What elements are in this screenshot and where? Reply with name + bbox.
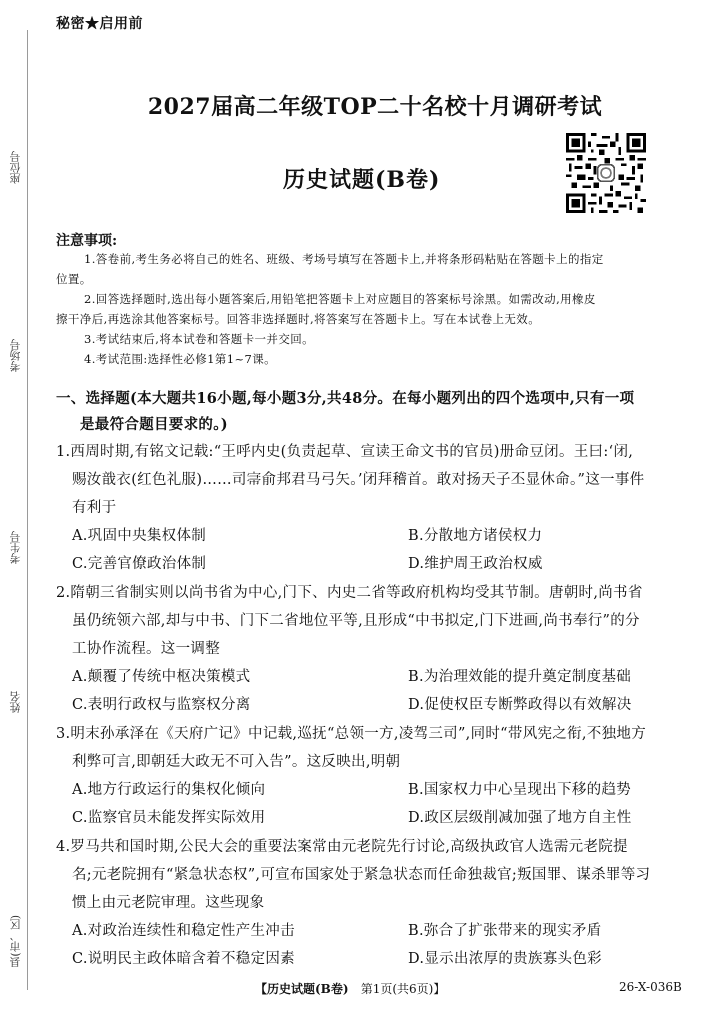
notice-item-1: 1.答卷前,考生务必将自己的姓名、班级、考场号填写在答题卡上,并将条形码粘贴在答题卡上的指定: [84, 252, 604, 266]
notice-item-2: 2.回答选择题时,选出每小题答案后,用铅笔把答题卡上对应题目的答案标号涂黑。如需改动,用橡皮: [84, 292, 596, 306]
option-b: B.弥合了扩张带来的现实矛盾: [408, 923, 602, 939]
qr-code-icon: [566, 133, 646, 213]
option-a: A.巩固中央集权体制: [72, 528, 207, 544]
option-d: D.促使权臣专断弊政得以有效解决: [408, 697, 632, 713]
option-a: A.对政治连续性和稳定性产生冲击: [72, 923, 295, 939]
secret-mark: 秘密★启用前: [56, 16, 143, 32]
section-heading: [56, 386, 698, 438]
notice-item-4: 4.考试范围:选择性必修1第1~7课。: [84, 352, 277, 366]
page-footer: [255, 980, 445, 997]
option-c: C.说明民主政体暗含着不稳定因素: [72, 951, 295, 967]
footer-label: 【历史试题(B卷): [255, 982, 349, 996]
question-stem-line: 1.西周时期,有铭文记载:“王呼内史(负责起草、宣读王命文书的官员)册命豆闭。王曰:‘闭,: [56, 444, 634, 460]
exam-room-label: 考场号: [10, 336, 24, 375]
exam-subtitle: 历史试题(B卷): [283, 167, 441, 193]
question-stem-line: 虽仍统领六部,却与中书、门下二省地位平等,且形成“中书拟定,门下进画,尚书奉行”的分: [72, 613, 640, 629]
question-1: [56, 438, 698, 578]
question-3: [56, 720, 698, 832]
seat-number-label: 座位号: [10, 148, 24, 187]
notice-item-1-cont: 位置。: [56, 272, 92, 286]
question-2: [56, 579, 698, 719]
binding-margin: [0, 0, 38, 1011]
question-stem-line: 名;元老院拥有“紧急状态权”,可宣布国家处于紧急状态而任命独裁官;叛国罪、谋杀罪等习: [72, 867, 651, 883]
question-stem-line: 4.罗马共和国时期,公民大会的重要法案常由元老院先行讨论,高级执政官人选需元老院提: [56, 839, 628, 855]
question-stem-line: 3.明末孙承泽在《天府广记》中记载,巡抚“总领一方,凌驾三司”,同时“带风宪之衔,不独地方: [56, 726, 647, 742]
question-stem-line: 赐汝戠衣(红色礼服)……司𡨦俞邦君马弓矢。’闭拜稽首。敢对扬天子丕显休命。”这一事件: [72, 472, 645, 488]
option-c: C.表明行政权与监察权分离: [72, 697, 251, 713]
question-stem-line: 2.隋朝三省制实则以尚书省为中心,门下、内史二省等政府机构均受其节制。唐朝时,尚书省: [56, 585, 643, 601]
notice-item-2-cont: 擦干净后,再选涂其他答案标号。回答非选择题时,将答案写在答题卡上。写在本试卷上无效。: [56, 312, 541, 326]
option-d: D.维护周王政治权威: [408, 556, 543, 572]
exam-title: 2027届高二年级TOP二十名校十月调研考试: [147, 94, 603, 120]
question-stem-line: 利弊可言,即朝廷大政无不可入告”。这反映出,明朝: [72, 754, 401, 770]
exam-code: 26-X-036B: [619, 980, 682, 994]
question-stem-line: 有利于: [72, 500, 117, 516]
section-heading-line-1: 一、选择题(本大题共16小题,每小题3分,共48分。在每小题列出的四个选项中,只有一项: [56, 390, 635, 407]
option-c: C.监察官员未能发挥实际效用: [72, 810, 266, 826]
option-b: B.分散地方诸侯权力: [408, 528, 543, 544]
name-label: 姓名: [10, 688, 24, 716]
notice-item-3: 3.考试结束后,将本试卷和答题卡一并交回。: [84, 332, 315, 346]
option-b: B.国家权力中心呈现出下移的趋势: [408, 782, 632, 798]
option-a: A.颠覆了传统中枢决策模式: [72, 669, 251, 685]
option-d: D.显示出浓厚的贵族寡头色彩: [408, 951, 602, 967]
option-b: B.为治理效能的提升奠定制度基础: [408, 669, 632, 685]
question-stem-line: 惯上由元老院审理。这些现象: [72, 895, 265, 911]
county-label: 县(市、区): [10, 912, 24, 971]
question-4: [56, 833, 698, 973]
section-heading-line-2: 是最符合题目要求的。): [80, 416, 228, 433]
binding-line: [27, 30, 28, 990]
option-a: A.地方行政运行的集权化倾向: [72, 782, 266, 798]
option-d: D.政区层级削减加强了地方自主性: [408, 810, 632, 826]
question-stem-line: 工协作流程。这一调整: [72, 641, 220, 657]
candidate-number-label: 考生号: [10, 528, 24, 567]
footer-page-number: 第1页(共6页)】: [360, 982, 446, 996]
option-c: C.完善官僚政治体制: [72, 556, 207, 572]
notice-title: 注意事项:: [56, 233, 118, 249]
